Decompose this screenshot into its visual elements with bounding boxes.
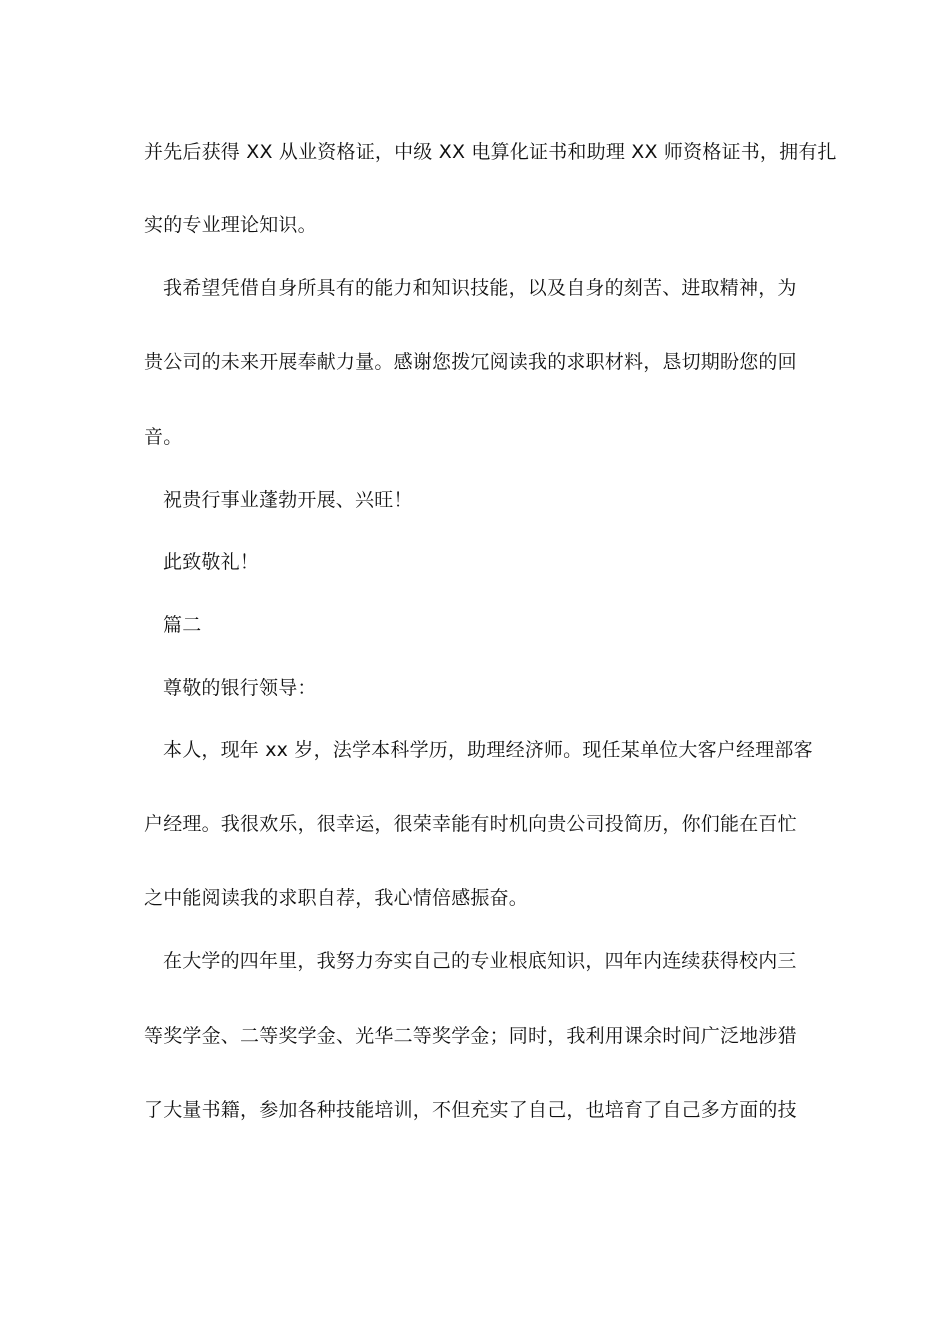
paragraph-line: 了大量书籍，参加各种技能培训，不但充实了自己，也培育了自己多方面的技: [144, 1099, 797, 1121]
paragraph-line: 之中能阅读我的求职自荐，我心情倍感振奋。: [144, 887, 529, 909]
closing-line: 祝贵行事业蓬勃开展、兴旺！: [163, 489, 413, 511]
closing-line: 此致敬礼！: [163, 551, 260, 573]
paragraph-line: 等奖学金、二等奖学金、光华二等奖学金；同时，我利用课余时间广泛地涉猎: [144, 1025, 797, 1047]
salutation: 尊敬的银行领导：: [163, 677, 317, 699]
paragraph-line: 实的专业理论知识。: [144, 214, 317, 236]
section-heading: 篇二: [163, 614, 202, 636]
paragraph-line: 并先后获得 XX 从业资格证，中级 XX 电算化证书和助理 XX 师资格证书，拥有扎: [144, 141, 837, 163]
paragraph-line: 本人，现年 xx 岁，法学本科学历，助理经济师。现任某单位大客户经理部客: [163, 739, 813, 761]
paragraph-line: 在大学的四年里，我努力夯实自己的专业根底知识，四年内连续获得校内三: [163, 950, 797, 972]
paragraph-line: 音。: [144, 426, 183, 448]
paragraph-line: 贵公司的未来开展奉献力量。感谢您拨冗阅读我的求职材料，恳切期盼您的回: [144, 351, 797, 373]
paragraph-line: 我希望凭借自身所具有的能力和知识技能，以及自身的刻苦、进取精神，为: [163, 277, 797, 299]
paragraph-line: 户经理。我很欢乐，很幸运，很荣幸能有时机向贵公司投简历，你们能在百忙: [144, 813, 797, 835]
